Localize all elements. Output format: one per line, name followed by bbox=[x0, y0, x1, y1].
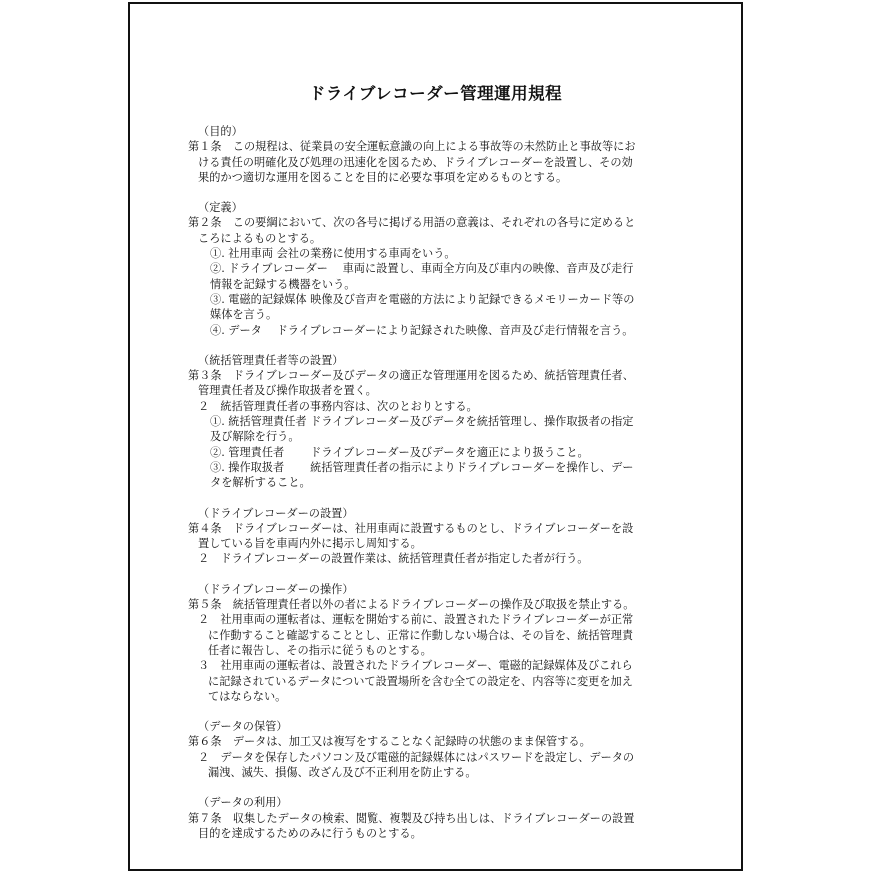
section-heading: （ドライブレコーダーの操作） bbox=[198, 582, 354, 596]
section-storage bbox=[188, 719, 696, 780]
section-heading: （データの利用） bbox=[198, 796, 288, 810]
list-item: ①. 統括管理責任者 ドライブレコーダー及びデータを統括管理し、操作取扱者の指定 bbox=[210, 415, 634, 429]
article-line: 目的を達成するためのみに行うものとする。 bbox=[198, 826, 422, 840]
document-title: ドライブレコーダー管理運用規程 bbox=[308, 84, 563, 103]
article-line: ころによるものとする。 bbox=[198, 231, 322, 245]
article-line: 第４条 ドライブレコーダーは、社用車両に設置するものとし、ドライブレコーダーを設 bbox=[188, 521, 634, 535]
list-item-continuation: タを解析すること。 bbox=[210, 476, 311, 490]
article-line: 第６条 データは、加工又は複写をすることなく記録時の状態のまま保管する。 bbox=[188, 735, 591, 749]
article-line: 果的かつ適切な運用を図ることを目的に必要な事項を定めるものとする。 bbox=[198, 170, 568, 184]
section-heading: （統括管理責任者等の設置） bbox=[198, 353, 344, 367]
section-operation bbox=[188, 582, 696, 704]
section-usage bbox=[188, 795, 696, 841]
article-line: 管理責任者及び操作取扱者を置く。 bbox=[198, 384, 377, 398]
clause-line: 漏洩、滅失、損傷、改ざん及び不正利用を防止する。 bbox=[208, 765, 477, 779]
section-heading: （目的） bbox=[198, 125, 243, 138]
document-page bbox=[128, 2, 743, 871]
section-installation bbox=[188, 506, 696, 567]
list-item: ④. データ ドライブレコーダーにより記録された映像、音声及び走行情報を言う。 bbox=[210, 323, 634, 337]
list-item-continuation: 情報を記録する機器をいう。 bbox=[210, 277, 356, 291]
list-item: ①. 社用車両 会社の業務に使用する車両をいう。 bbox=[210, 247, 456, 261]
clause-line: に作動すること確認することとし、正常に作動しない場合は、その旨を、統括管理責 bbox=[208, 628, 634, 642]
list-item: ②. 管理責任者 ドライブレコーダー及びデータを適正により扱うこと。 bbox=[210, 445, 589, 459]
list-item: ③. 電磁的記録媒体 映像及び音声を電磁的方法により記録できるメモリーカード等の bbox=[210, 292, 635, 306]
clause-line: てはならない。 bbox=[208, 689, 287, 703]
article-line: ける責任の明確化及び処理の迅速化を図るため、ドライブレコーダーを設置し、その効 bbox=[198, 155, 633, 169]
document-body bbox=[188, 124, 696, 856]
section-managers bbox=[188, 353, 696, 491]
article-line: 第３条 ドライブレコーダー及びデータの適正な管理運用を図るため、統括管理責任者、 bbox=[188, 369, 634, 383]
section-heading: （ドライブレコーダーの設置） bbox=[198, 506, 354, 520]
list-item: ②. ドライブレコーダー 車両に設置し、車両全方向及び車内の映像、音声及び走行 bbox=[210, 262, 634, 276]
section-heading: （データの保管） bbox=[198, 720, 288, 734]
section-purpose bbox=[188, 124, 696, 185]
clause-line: ２ 統括管理責任者の事務内容は、次のとおりとする。 bbox=[198, 399, 478, 413]
list-item: ③. 操作取扱者 統括管理責任者の指示によりドライブレコーダーを操作し、デー bbox=[210, 460, 634, 474]
article-line: 第７条 収集したデータの検索、閲覧、複製及び持ち出しは、ドライブレコーダーの設置 bbox=[188, 811, 635, 825]
clause-line: に記録されているデータについて設置場所を含む全ての設定を、内容等に変更を加え bbox=[208, 674, 633, 688]
article-line: 第２条 この要綱において、次の各号に掲げる用語の意義は、それぞれの各号に定めると bbox=[188, 216, 636, 230]
section-heading: （定義） bbox=[198, 201, 243, 215]
clause-line: ２ データを保存したパソコン及び電磁的記録媒体にはパスワードを設定し、データの bbox=[198, 750, 635, 764]
list-item-continuation: 媒体を言う。 bbox=[210, 308, 278, 322]
clause-line: ２ ドライブレコーダーの設置作業は、統括管理責任者が指定した者が行う。 bbox=[198, 552, 589, 566]
section-definitions bbox=[188, 200, 696, 338]
list-item-continuation: 及び解除を行う。 bbox=[210, 430, 300, 444]
article-line: 第１条 この規程は、従業員の安全運転意識の向上による事故等の未然防止と事故等にお bbox=[188, 140, 636, 154]
article-line: 第５条 統括管理責任者以外の者によるドライブレコーダーの操作及び取扱を禁止する。 bbox=[188, 598, 635, 612]
clause-line: ３ 社用車両の運転者は、設置されたドライブレコーダー、電磁的記録媒体及びこれら bbox=[198, 659, 633, 673]
article-line: 置している旨を車両内外に掲示し周知する。 bbox=[198, 537, 422, 551]
clause-line: ２ 社用車両の運転者は、運転を開始する前に、設置されたドライブレコーダーが正常 bbox=[198, 613, 634, 627]
clause-line: 任者に報告し、その指示に従うものとする。 bbox=[208, 643, 432, 657]
